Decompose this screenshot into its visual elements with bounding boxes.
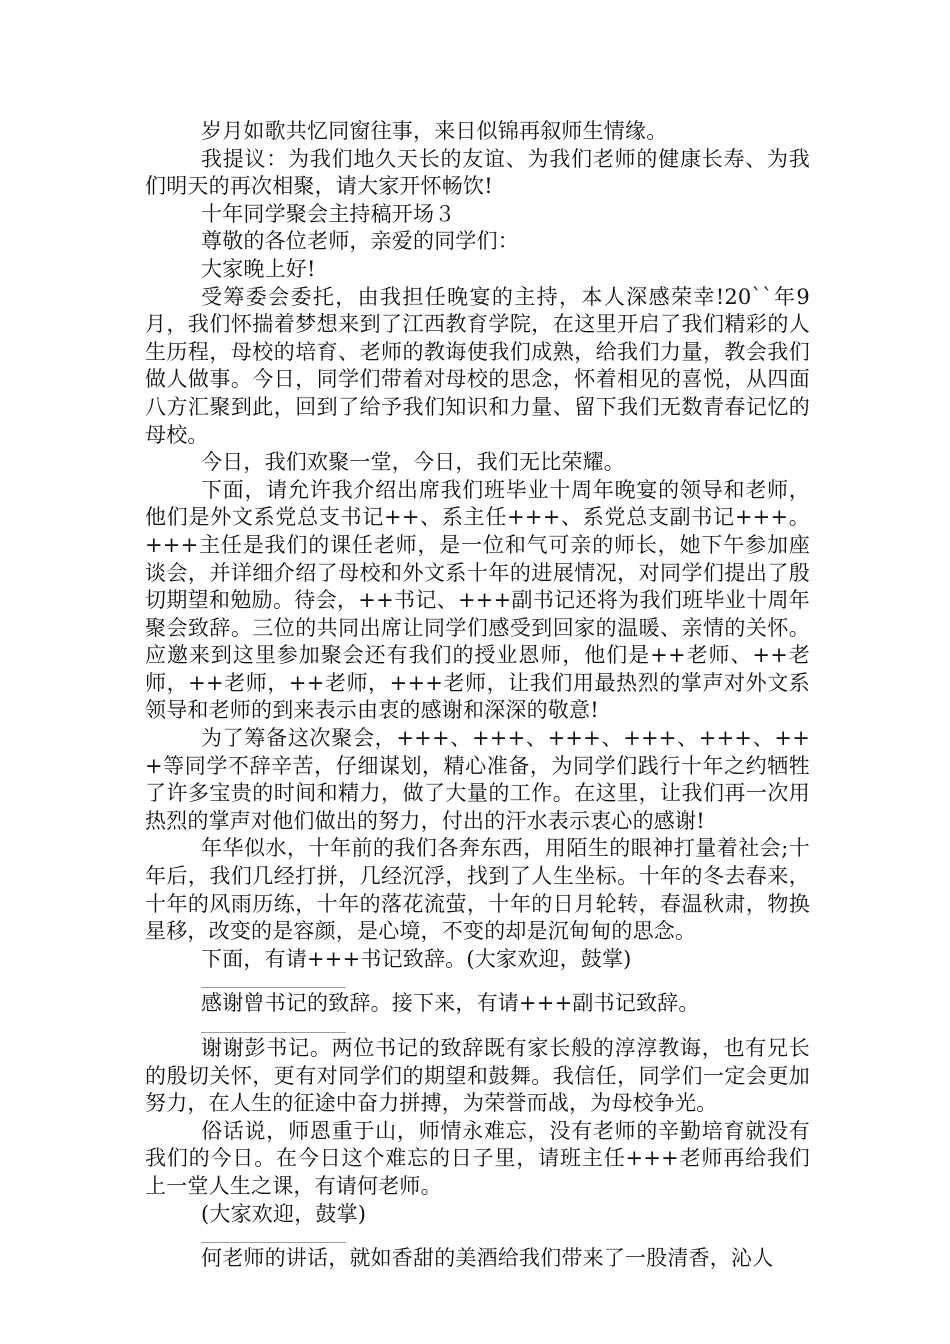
paragraph-thanks-secretaries: 谢谢彭书记。两位书记的致辞既有家长般的淳淳教诲，也有兄长的殷切关怀，更有对同学们的期望和鼓舞。我信任，同学们一定会更加努力，在人生的征途中奋力拼搏，为荣誉而战，为母校争光。 xyxy=(145,1036,810,1116)
paragraph-teacher-speech: 何老师的讲话，就如香甜的美酒给我们带来了一股清香，沁人 xyxy=(201,1246,774,1271)
section-heading: 十年同学聚会主持稿开场３ xyxy=(201,201,456,226)
paragraph-toast: 我提议：为我们地久天长的友谊、为我们老师的健康长寿、为我们明天的再次相聚，请大家开怀畅饮! xyxy=(145,146,810,199)
paragraph-thanks-organizers: 为了筹备这次聚会，+++、+++、+++、+++、+++、+++等同学不辞辛苦，仔细谋划，精心准备，为同学们践行十年之约牺牲了许多宝贵的时间和精力，做了大量的工作。在这里，让我们再一次用热烈的掌声对他们做出的努力，付出的汗水表示衷心的感谢! xyxy=(145,726,810,833)
paragraph-invite-secretary: 下面，有请+++书记致辞。(大家欢迎，鼓掌) xyxy=(201,946,632,971)
paragraph-invite-deputy: 感谢曾书记的致辞。接下来，有请+++副书记致辞。 xyxy=(201,991,700,1016)
paragraph-greeting: 大家晚上好! xyxy=(201,256,316,281)
paragraph-opening: 受筹委会委托，由我担任晚宴的主持，本人深感荣幸!20``年9月，我们怀揣着梦想来到了江西教育学院，在这里开启了我们精彩的人生历程，母校的培育、老师的教诲使我们成熟，给我们力量，教会我们做人做事。今日，同学们带着对母校的思念，怀着相见的喜悦，从四面八方汇聚到此，回到了给予我们知识和力量、留下我们无数青春记忆的母校。 xyxy=(145,284,810,447)
paragraph-ten-years: 年华似水，十年前的我们各奔东西，用陌生的眼神打量着社会;十年后，我们几经打拼，几经沉浮，找到了人生坐标。十年的冬去春来，十年的风雨历练，十年的落花流萤，十年的日月轮转，春温秋肃，物换星移，改变的是容颜，是心境，不变的却是沉甸甸的思念。 xyxy=(145,836,810,944)
blank-line-divider xyxy=(201,1032,346,1033)
paragraph-introductions: 下面，请允许我介绍出席我们班毕业十周年晚宴的领导和老师，他们是外文系党总支书记++、系主任+++、系党总支副书记+++。+++主任是我们的课任老师，是一位和气可亲的师长，她下午参加座谈会，并详细介绍了母校和外文系十年的进展情况，对同学们提出了殷切期望和勉励。待会，++书记、+++副书记还将为我们班毕业十周年聚会致辞。三位的共同出席让同学们感受到回家的温暖、亲情的关怀。应邀来到这里参加聚会还有我们的授业恩师，他们是++老师、++老师，++老师，++老师，+++老师，让我们用最热烈的掌声对外文系领导和老师的到来表示由衷的感谢和深深的敬意! xyxy=(145,477,810,723)
blank-line-divider xyxy=(201,987,346,988)
paragraph-closing-couplet: 岁月如歌共忆同窗往事，来日似锦再叙师生情缘。 xyxy=(201,119,668,143)
document-page xyxy=(145,118,810,1273)
paragraph-teacher-gratitude: 俗话说，师恩重于山，师情永难忘，没有老师的辛勤培育就没有我们的今日。在今日这个难忘的日子里，请班主任+++老师再给我们上一堂人生之课，有请何老师。 xyxy=(145,1118,810,1198)
paragraph-salutation: 尊敬的各位老师，亲爱的同学们： xyxy=(201,229,519,254)
paragraph-applause: (大家欢迎，鼓掌) xyxy=(201,1201,367,1226)
paragraph-gathering: 今日，我们欢聚一堂，今日，我们无比荣耀。 xyxy=(201,450,625,475)
blank-line-divider xyxy=(201,1242,346,1243)
